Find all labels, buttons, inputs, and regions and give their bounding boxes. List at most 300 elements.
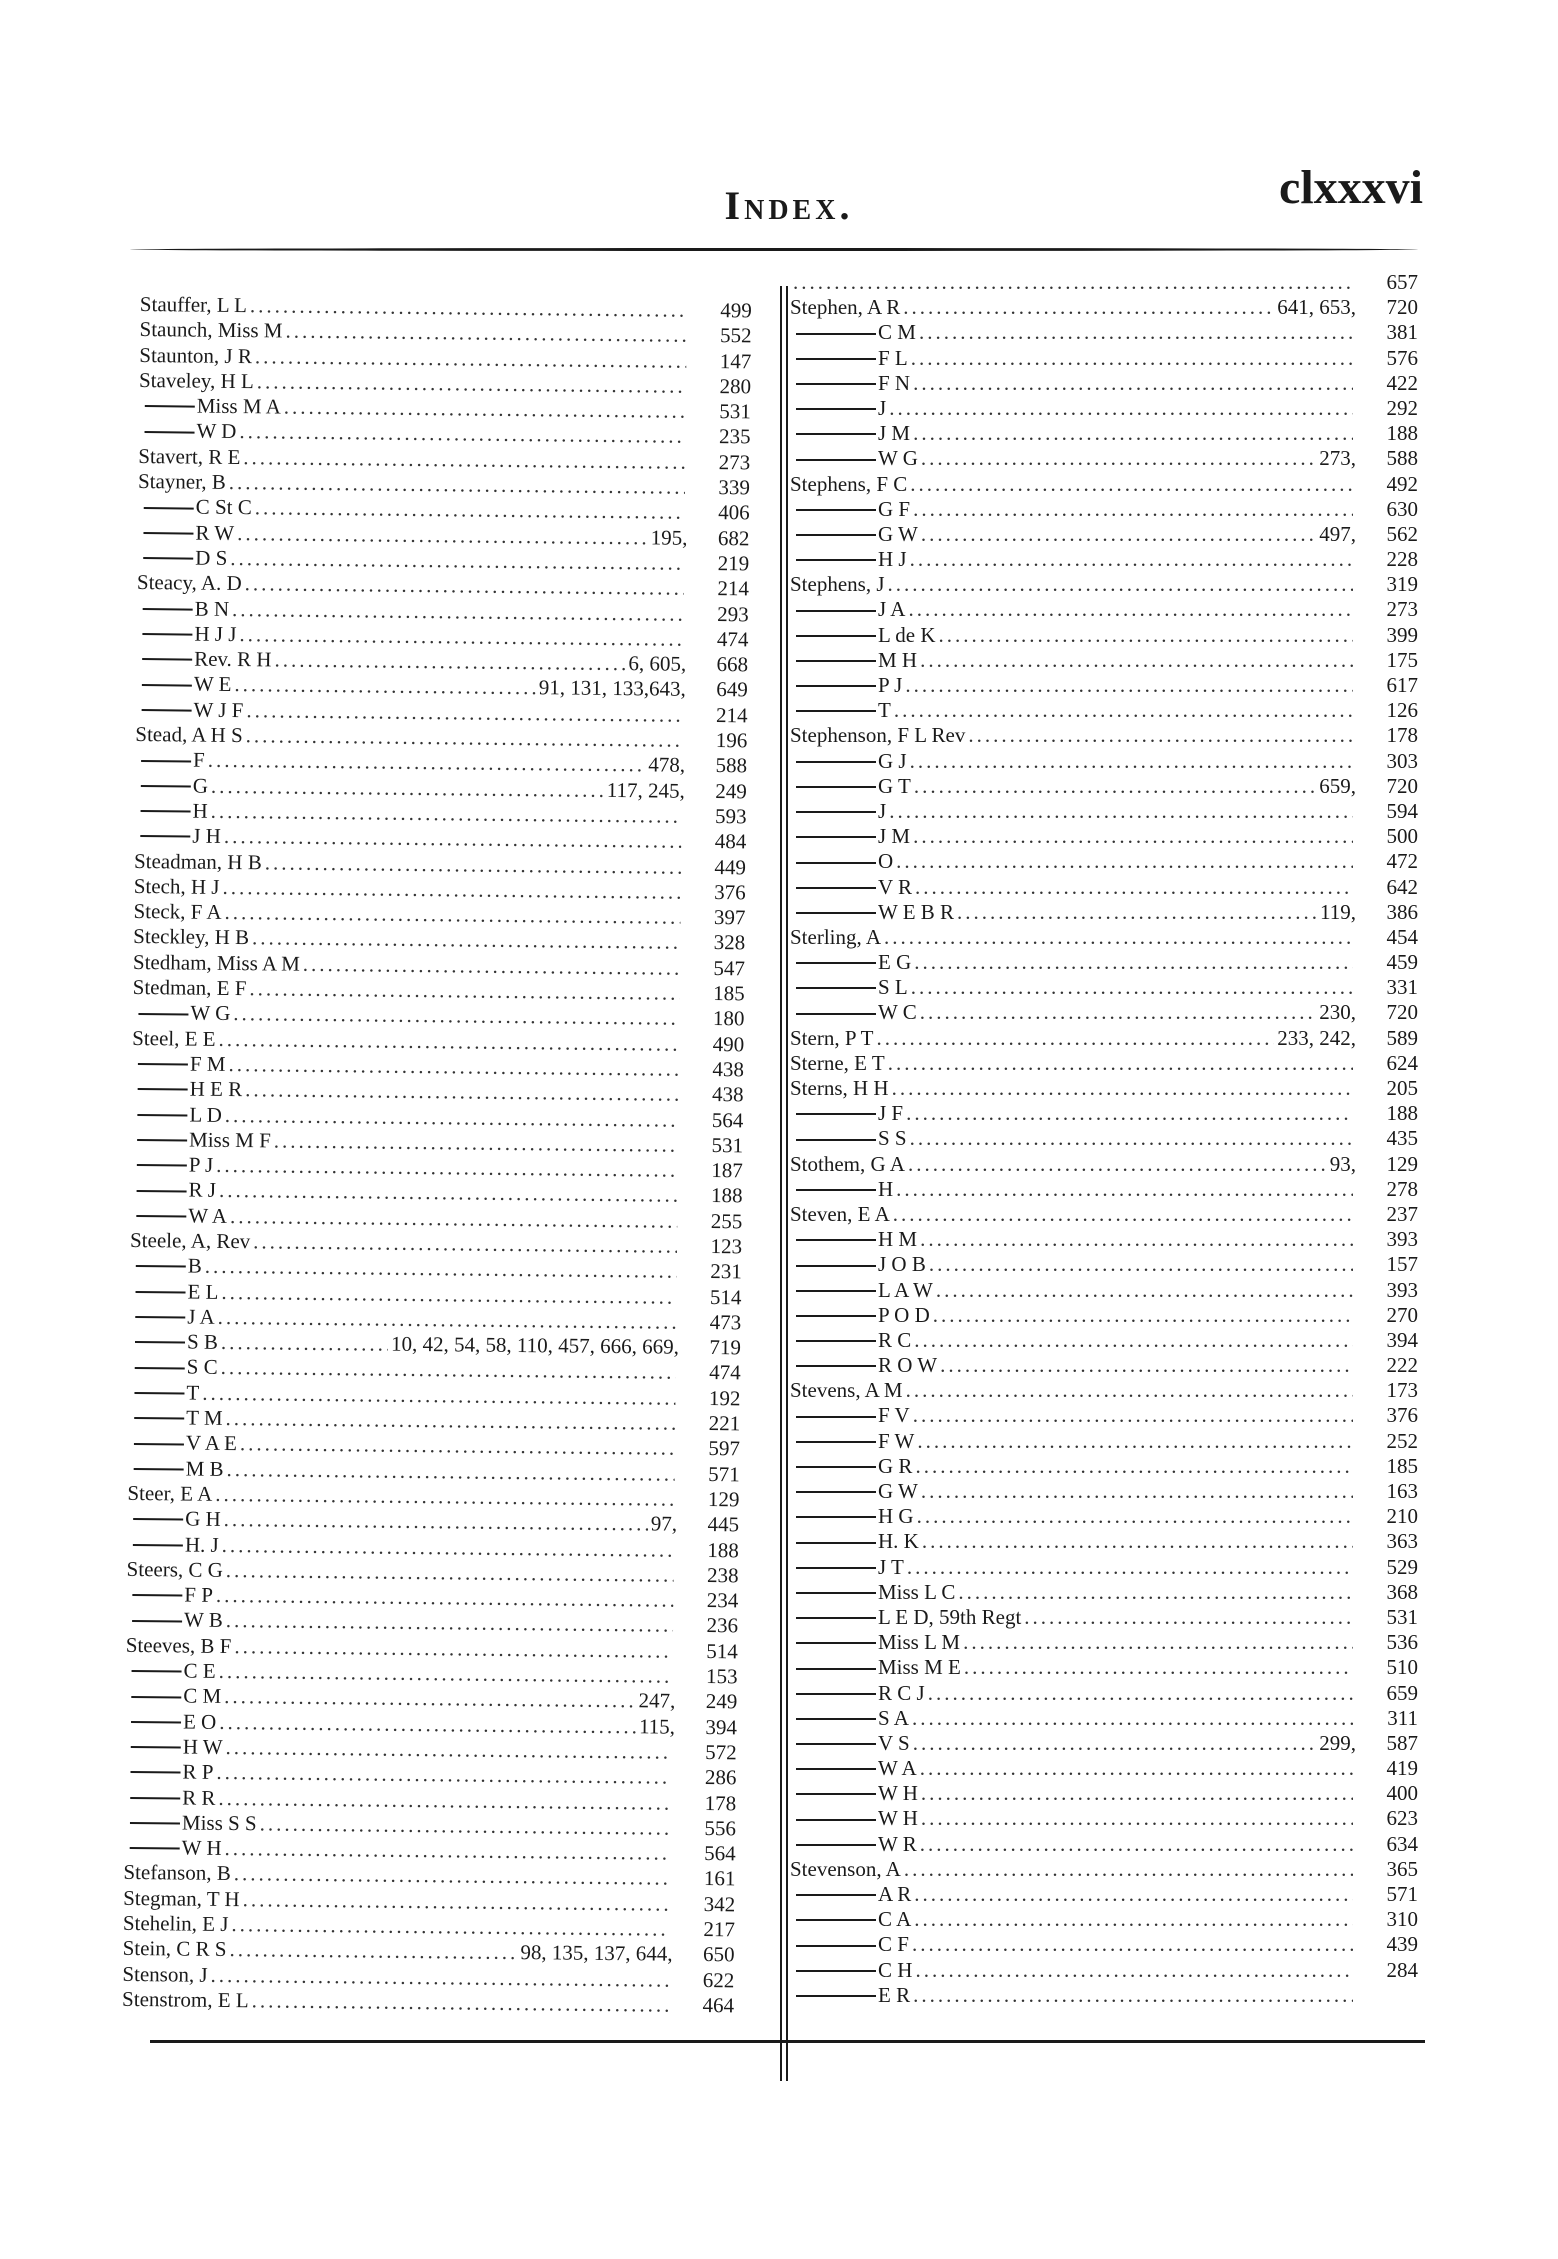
dot-leader bbox=[252, 1988, 670, 2018]
entry-page: 185 bbox=[713, 981, 745, 1006]
dot-leader bbox=[910, 1126, 1353, 1151]
entry-label: L de K bbox=[878, 622, 936, 647]
entry-page: 284 bbox=[1386, 1957, 1418, 1982]
entry-page: 571 bbox=[708, 1461, 740, 1486]
repeat-dash bbox=[137, 1139, 187, 1142]
entry-page: 622 bbox=[702, 1967, 735, 1992]
entry-page: 368 bbox=[1386, 1579, 1418, 1604]
entry-page: 365 bbox=[1386, 1856, 1418, 1881]
entry-name bbox=[790, 346, 908, 371]
entry-label: Steel, E E bbox=[132, 1025, 216, 1051]
entry-label: C M bbox=[878, 320, 916, 345]
dot-leader bbox=[921, 1806, 1353, 1831]
entry-label: Miss S S bbox=[181, 1810, 257, 1836]
entry-name bbox=[139, 317, 282, 344]
repeat-dash bbox=[796, 534, 876, 536]
entry-name bbox=[130, 1228, 250, 1255]
entry-label: L D bbox=[189, 1102, 222, 1127]
dot-leader bbox=[936, 1278, 1353, 1303]
index-entry bbox=[790, 1126, 1418, 1151]
entry-label: D S bbox=[195, 545, 228, 570]
dot-leader bbox=[914, 1907, 1353, 1932]
entry-page: 720 bbox=[1386, 773, 1418, 798]
entry-references: 119, bbox=[1320, 899, 1356, 924]
entry-label: W C bbox=[878, 1000, 917, 1025]
entry-page: 234 bbox=[706, 1588, 739, 1613]
entry-page: 564 bbox=[711, 1107, 744, 1132]
entry-label: C F bbox=[878, 1932, 909, 1957]
entry-label: J F bbox=[878, 1101, 904, 1126]
repeat-dash bbox=[796, 786, 876, 788]
index-entry bbox=[790, 623, 1418, 648]
entry-label: Sterns, H H bbox=[790, 1076, 889, 1100]
repeat-dash bbox=[796, 459, 876, 461]
entry-name bbox=[125, 1734, 223, 1760]
repeat-dash bbox=[796, 987, 876, 989]
repeat-dash bbox=[796, 509, 876, 511]
entry-name bbox=[790, 396, 886, 421]
dot-leader bbox=[914, 1328, 1353, 1353]
entry-label: Stech, H J bbox=[133, 873, 220, 899]
entry-name bbox=[131, 1127, 271, 1154]
entry-name bbox=[790, 623, 936, 648]
repeat-dash bbox=[142, 709, 192, 712]
entry-label: P O D bbox=[878, 1302, 930, 1327]
repeat-dash bbox=[796, 685, 876, 687]
entry-label: J A bbox=[187, 1304, 215, 1329]
repeat-dash bbox=[796, 1995, 876, 1997]
index-entry bbox=[790, 1580, 1418, 1605]
entry-references: 497, bbox=[1319, 521, 1356, 546]
index-entry bbox=[790, 1076, 1418, 1101]
entry-name bbox=[790, 1958, 912, 1983]
index-entry bbox=[790, 295, 1418, 320]
entry-name bbox=[123, 1911, 229, 1937]
repeat-dash bbox=[142, 684, 192, 687]
entry-label: V R bbox=[878, 874, 913, 899]
entry-name bbox=[790, 975, 908, 1000]
entry-name bbox=[790, 1378, 903, 1403]
entry-page: 249 bbox=[715, 778, 747, 804]
entry-page: 319 bbox=[1386, 572, 1418, 597]
entry-label: G W bbox=[878, 521, 918, 546]
dot-leader bbox=[910, 472, 1353, 497]
entry-name bbox=[790, 1756, 917, 1781]
repeat-dash bbox=[796, 1441, 876, 1443]
entry-page: 500 bbox=[1386, 824, 1418, 849]
entry-name bbox=[790, 698, 891, 723]
entry-page: 328 bbox=[713, 930, 746, 955]
index-entry bbox=[790, 1278, 1418, 1303]
repeat-dash bbox=[796, 862, 876, 864]
entry-references: 117, 245, bbox=[606, 777, 685, 803]
dot-leader bbox=[913, 1731, 1317, 1756]
entry-label: G bbox=[192, 773, 209, 798]
entry-name bbox=[790, 749, 907, 774]
entry-label: Miss M A bbox=[196, 393, 281, 419]
dot-leader bbox=[933, 1303, 1353, 1328]
dot-leader bbox=[906, 1378, 1353, 1403]
repeat-dash bbox=[796, 912, 876, 914]
entry-page: 280 bbox=[719, 373, 752, 399]
entry-page: 331 bbox=[1386, 975, 1418, 1000]
entry-name bbox=[790, 1630, 960, 1655]
entry-label: Steele, A, Rev bbox=[129, 1227, 251, 1254]
repeat-dash bbox=[131, 1696, 181, 1699]
entry-name bbox=[790, 1026, 873, 1051]
entry-name bbox=[790, 371, 910, 396]
dot-leader bbox=[921, 1781, 1353, 1806]
entry-name bbox=[130, 1177, 216, 1203]
entry-page: 720 bbox=[1386, 1000, 1418, 1025]
entry-page: 278 bbox=[1386, 1176, 1418, 1201]
entry-name bbox=[790, 1101, 903, 1126]
repeat-dash bbox=[796, 1919, 876, 1921]
entry-page: 376 bbox=[714, 879, 746, 905]
entry-label: W H bbox=[878, 1781, 918, 1806]
index-entry bbox=[790, 1454, 1418, 1479]
dot-leader bbox=[917, 1429, 1353, 1454]
entry-references: 299, bbox=[1319, 1730, 1356, 1755]
entry-label: S S bbox=[878, 1126, 907, 1151]
entry-page: 668 bbox=[716, 652, 749, 677]
entry-label: Stedham, Miss A M bbox=[132, 949, 300, 976]
dot-leader bbox=[914, 950, 1353, 975]
entry-page: 147 bbox=[719, 348, 752, 373]
index-entry bbox=[122, 1987, 734, 2019]
entry-page: 464 bbox=[702, 1992, 735, 2018]
entry-page: 214 bbox=[717, 576, 750, 601]
entry-page: 236 bbox=[706, 1613, 739, 1638]
index-entry bbox=[790, 1152, 1418, 1177]
entry-label: Stavert, R E bbox=[138, 443, 241, 469]
entry-label: F bbox=[192, 747, 205, 773]
entry-name bbox=[790, 1126, 907, 1151]
index-entry bbox=[790, 1000, 1418, 1025]
entry-name bbox=[126, 1607, 223, 1633]
entry-page: 386 bbox=[1386, 899, 1418, 924]
entry-name bbox=[790, 320, 916, 345]
entry-name bbox=[790, 1202, 890, 1227]
entry-name bbox=[790, 446, 918, 471]
entry-page: 178 bbox=[704, 1790, 737, 1815]
entry-label: C A bbox=[878, 1907, 912, 1932]
entry-page: 393 bbox=[1386, 1227, 1418, 1252]
entry-label: S A bbox=[878, 1705, 909, 1730]
index-entry bbox=[790, 849, 1418, 874]
dot-leader bbox=[921, 522, 1316, 547]
entry-name bbox=[138, 418, 236, 444]
index-entry bbox=[790, 824, 1418, 849]
dot-leader bbox=[913, 1983, 1353, 2008]
entry-label: W A bbox=[188, 1203, 228, 1228]
entry-page: 438 bbox=[712, 1056, 745, 1082]
entry-label: G F bbox=[878, 496, 911, 521]
bottom-rule bbox=[150, 2040, 1425, 2043]
entry-name bbox=[790, 1429, 914, 1454]
repeat-dash bbox=[796, 383, 876, 385]
entry-label: W R bbox=[878, 1831, 917, 1856]
index-column-left bbox=[122, 292, 752, 2019]
entry-name bbox=[130, 1203, 227, 1229]
repeat-dash bbox=[796, 1567, 876, 1569]
repeat-dash bbox=[796, 559, 876, 561]
entry-references: 98, 135, 137, 644, bbox=[520, 1940, 673, 1966]
entry-name bbox=[123, 1886, 240, 1913]
entry-page: 499 bbox=[720, 298, 752, 323]
repeat-dash bbox=[796, 1290, 876, 1292]
entry-name bbox=[125, 1658, 215, 1684]
entry-name bbox=[137, 570, 242, 596]
entry-label: R W bbox=[195, 520, 235, 545]
index-entry bbox=[790, 875, 1418, 900]
dot-leader bbox=[910, 749, 1353, 774]
entry-page: 214 bbox=[715, 702, 748, 728]
dot-leader bbox=[892, 1076, 1353, 1101]
entry-page: 531 bbox=[719, 399, 751, 424]
repeat-dash bbox=[130, 1797, 180, 1800]
entry-label: Steeves, B F bbox=[125, 1632, 232, 1658]
entry-name bbox=[138, 444, 240, 470]
entry-name bbox=[123, 1860, 231, 1886]
dot-leader bbox=[913, 421, 1353, 446]
repeat-dash bbox=[796, 962, 876, 964]
dot-leader bbox=[917, 1504, 1353, 1529]
entry-label: J T bbox=[878, 1554, 904, 1579]
entry-page: 531 bbox=[711, 1132, 744, 1158]
entry-page: 562 bbox=[1386, 521, 1418, 546]
entry-name bbox=[790, 925, 881, 950]
repeat-dash bbox=[142, 658, 192, 661]
dot-leader bbox=[914, 774, 1316, 799]
index-entry bbox=[790, 799, 1418, 824]
repeat-dash bbox=[137, 1164, 187, 1167]
entry-name bbox=[790, 1152, 905, 1177]
entry-name bbox=[790, 1580, 955, 1605]
entry-name bbox=[790, 1605, 1021, 1630]
entry-page: 484 bbox=[714, 829, 747, 854]
entry-page: 187 bbox=[711, 1158, 743, 1183]
entry-page: 249 bbox=[705, 1689, 738, 1714]
repeat-dash bbox=[137, 1114, 187, 1117]
index-entry bbox=[790, 1403, 1418, 1428]
entry-name bbox=[133, 950, 300, 977]
repeat-dash bbox=[796, 1592, 876, 1594]
repeat-dash bbox=[138, 1088, 188, 1091]
dot-leader bbox=[274, 648, 625, 677]
entry-label: R O W bbox=[878, 1353, 938, 1378]
dot-leader bbox=[939, 623, 1353, 648]
entry-page: 270 bbox=[1386, 1302, 1418, 1327]
dot-leader bbox=[911, 346, 1353, 371]
entry-name bbox=[126, 1633, 232, 1659]
entry-name bbox=[128, 1380, 199, 1406]
entry-name bbox=[790, 1177, 893, 1202]
entry-page: 650 bbox=[702, 1942, 735, 1967]
entry-name bbox=[128, 1430, 237, 1456]
entry-page: 445 bbox=[707, 1512, 740, 1537]
entry-label: W D bbox=[196, 419, 237, 444]
index-entry bbox=[790, 1857, 1418, 1882]
entry-name bbox=[790, 421, 910, 446]
entry-label: Steckley, H B bbox=[133, 924, 250, 950]
entry-page: 720 bbox=[1386, 295, 1418, 320]
repeat-dash bbox=[136, 1215, 186, 1218]
dot-leader bbox=[896, 849, 1353, 874]
entry-label: J H bbox=[192, 823, 222, 849]
repeat-dash bbox=[134, 1417, 184, 1420]
entry-page: 657 bbox=[1386, 270, 1418, 294]
repeat-dash bbox=[143, 608, 193, 611]
dot-leader bbox=[915, 1958, 1353, 1983]
entry-name bbox=[790, 799, 886, 824]
entry-label: Stevenson, A bbox=[790, 1856, 901, 1881]
entry-name bbox=[790, 673, 902, 698]
entry-label: F W bbox=[878, 1428, 915, 1453]
entry-name bbox=[790, 1706, 909, 1731]
entry-label: Stegman, T H bbox=[123, 1885, 240, 1911]
entry-name bbox=[122, 1962, 207, 1988]
dot-leader bbox=[912, 1706, 1353, 1731]
entry-name bbox=[790, 849, 893, 874]
entry-page: 594 bbox=[1386, 798, 1418, 823]
repeat-dash bbox=[796, 635, 876, 637]
index-entry bbox=[790, 547, 1418, 572]
entry-name bbox=[138, 469, 226, 495]
entry-name bbox=[133, 924, 249, 951]
entry-page: 449 bbox=[714, 854, 747, 879]
entry-name bbox=[130, 1253, 202, 1279]
entry-name bbox=[137, 545, 227, 571]
entry-label: H W bbox=[182, 1734, 223, 1759]
dot-leader bbox=[919, 320, 1353, 345]
repeat-dash bbox=[796, 1768, 876, 1770]
dot-leader bbox=[876, 1026, 1274, 1051]
repeat-dash bbox=[132, 1620, 182, 1623]
entry-page: 252 bbox=[1386, 1428, 1418, 1453]
entry-name bbox=[790, 648, 917, 673]
entry-label: B N bbox=[194, 596, 230, 621]
entry-page: 474 bbox=[709, 1360, 741, 1385]
index-entry bbox=[790, 1252, 1418, 1277]
dot-leader bbox=[928, 1681, 1353, 1706]
entry-name bbox=[133, 975, 247, 1001]
entry-label: J A bbox=[878, 597, 906, 622]
entry-label: W E B R bbox=[878, 899, 955, 924]
entry-name bbox=[790, 1504, 914, 1529]
index-entry bbox=[790, 1832, 1418, 1857]
repeat-dash bbox=[132, 1670, 182, 1673]
repeat-dash bbox=[796, 1189, 876, 1191]
entry-page: 210 bbox=[1386, 1504, 1418, 1529]
repeat-dash bbox=[143, 532, 193, 535]
entry-page: 597 bbox=[708, 1436, 741, 1461]
entry-name bbox=[134, 823, 221, 849]
entry-label: F M bbox=[189, 1051, 226, 1076]
index-entry bbox=[790, 1806, 1418, 1831]
entry-label: Miss L M bbox=[878, 1630, 961, 1655]
repeat-dash bbox=[131, 1746, 181, 1749]
index-entry bbox=[790, 497, 1418, 522]
entry-label: Stenson, J bbox=[122, 1961, 208, 1987]
repeat-dash bbox=[143, 557, 193, 560]
entry-page: 617 bbox=[1386, 673, 1418, 697]
entry-name bbox=[790, 497, 910, 522]
entry-page: 472 bbox=[1386, 849, 1418, 874]
entry-name bbox=[790, 1479, 918, 1504]
entry-page: 196 bbox=[715, 728, 748, 753]
entry-label: M B bbox=[185, 1456, 224, 1481]
entry-name bbox=[132, 1026, 216, 1052]
entry-page: 588 bbox=[715, 753, 748, 778]
entry-name bbox=[134, 849, 262, 876]
entry-name bbox=[129, 1304, 215, 1330]
entry-page: 180 bbox=[712, 1006, 745, 1031]
repeat-dash bbox=[133, 1518, 183, 1521]
entry-name bbox=[139, 368, 254, 394]
entry-name bbox=[136, 671, 232, 697]
dot-leader bbox=[913, 371, 1353, 396]
entry-label: H bbox=[878, 1176, 894, 1201]
repeat-dash bbox=[796, 1970, 876, 1972]
index-entry bbox=[790, 320, 1418, 345]
entry-label: Stephens, J bbox=[790, 572, 885, 597]
dot-leader bbox=[1024, 1605, 1353, 1630]
entry-page: 454 bbox=[1386, 924, 1418, 949]
top-rule bbox=[130, 248, 1418, 251]
repeat-dash bbox=[796, 1491, 876, 1493]
entry-page: 188 bbox=[1386, 421, 1418, 446]
entry-label: G R bbox=[878, 1453, 913, 1478]
entry-page: 571 bbox=[1386, 1882, 1418, 1906]
entry-name bbox=[139, 393, 281, 420]
entry-name bbox=[790, 723, 965, 748]
index-entry bbox=[790, 597, 1418, 622]
entry-label: H M bbox=[878, 1227, 918, 1252]
entry-name bbox=[790, 875, 912, 900]
entry-label: Stevens, A M bbox=[790, 1378, 903, 1403]
dot-leader bbox=[920, 1832, 1353, 1857]
repeat-dash bbox=[796, 1340, 876, 1342]
entry-name bbox=[127, 1481, 212, 1507]
dot-leader bbox=[911, 975, 1353, 1000]
dot-leader bbox=[958, 1580, 1353, 1605]
entry-name bbox=[790, 1655, 961, 1680]
entry-label: F V bbox=[878, 1403, 910, 1428]
entry-name bbox=[132, 1076, 243, 1102]
entry-label: Miss M F bbox=[189, 1127, 271, 1153]
entry-name bbox=[135, 722, 243, 748]
dot-leader bbox=[915, 875, 1353, 900]
entry-label: H bbox=[192, 798, 208, 823]
repeat-dash bbox=[796, 333, 876, 335]
index-entry bbox=[790, 1781, 1418, 1806]
entry-label: T bbox=[878, 698, 891, 723]
index-entry bbox=[790, 1353, 1418, 1378]
entry-name bbox=[790, 1681, 925, 1706]
entry-label: H. J bbox=[184, 1532, 219, 1557]
entry-page: 552 bbox=[719, 323, 752, 348]
repeat-dash bbox=[142, 633, 192, 636]
dot-leader bbox=[920, 1756, 1353, 1781]
dot-leader bbox=[929, 1252, 1353, 1277]
entry-label: Stedman, E F bbox=[132, 974, 247, 1001]
index-entry bbox=[790, 1378, 1418, 1403]
entry-name bbox=[790, 1403, 910, 1428]
dot-leader bbox=[906, 1101, 1353, 1126]
index-entry bbox=[790, 1227, 1418, 1252]
entry-name bbox=[790, 1252, 926, 1277]
